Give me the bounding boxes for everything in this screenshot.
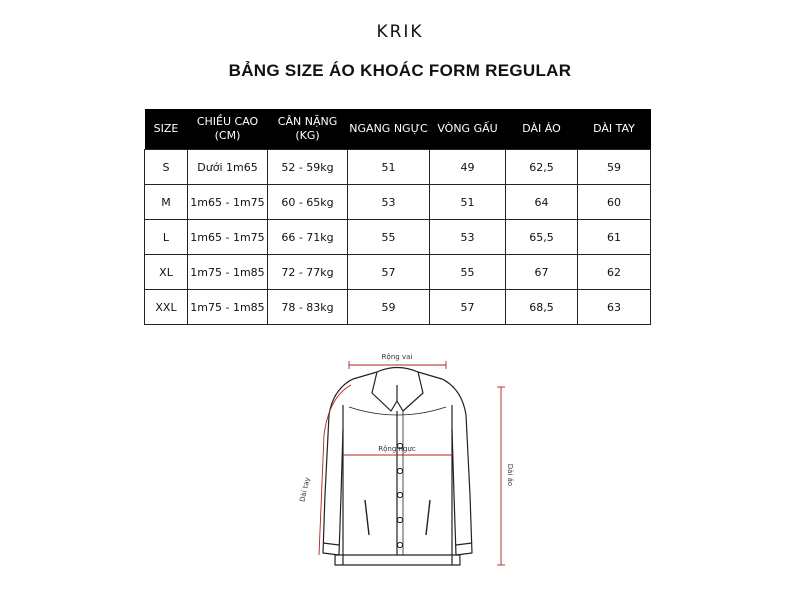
cell-length: 67	[506, 255, 578, 290]
shoulder-width-label: Rộng vai	[381, 353, 413, 361]
cell-weight: 60 - 65kg	[268, 185, 348, 220]
table-row	[145, 290, 651, 325]
chest-width-label: Rộng ngực	[378, 445, 416, 453]
size-table	[144, 109, 651, 325]
cell-height: 1m75 - 1m85	[188, 290, 268, 325]
cell-height: 1m65 - 1m75	[188, 185, 268, 220]
header-length: DÀI ÁO	[506, 109, 578, 150]
cell-size: XL	[145, 255, 188, 290]
header-sleeve: DÀI TAY	[578, 109, 651, 150]
cell-chest: 57	[348, 255, 430, 290]
table-row	[145, 220, 651, 255]
cell-weight: 66 - 71kg	[268, 220, 348, 255]
cell-size: XXL	[145, 290, 188, 325]
cell-size: S	[145, 150, 188, 185]
cell-hem: 53	[430, 220, 506, 255]
table-header-row	[145, 109, 651, 150]
cell-height: Dưới 1m65	[188, 150, 268, 185]
cell-hem: 57	[430, 290, 506, 325]
cell-weight: 72 - 77kg	[268, 255, 348, 290]
cell-sleeve: 59	[578, 150, 651, 185]
brand-logo: KRIK	[376, 22, 424, 42]
cell-sleeve: 60	[578, 185, 651, 220]
cell-length: 64	[506, 185, 578, 220]
header-size: SIZE	[145, 109, 188, 150]
header-height: CHIỀU CAO (CM)	[188, 109, 268, 150]
cell-height: 1m65 - 1m75	[188, 220, 268, 255]
jacket-measurement-diagram	[285, 345, 535, 595]
cell-height: 1m75 - 1m85	[188, 255, 268, 290]
cell-sleeve: 62	[578, 255, 651, 290]
cell-sleeve: 63	[578, 290, 651, 325]
cell-chest: 51	[348, 150, 430, 185]
cell-weight: 52 - 59kg	[268, 150, 348, 185]
cell-hem: 55	[430, 255, 506, 290]
cell-length: 68,5	[506, 290, 578, 325]
jacket-illustration	[323, 368, 472, 566]
cell-chest: 55	[348, 220, 430, 255]
cell-hem: 49	[430, 150, 506, 185]
header-chest-width: NGANG NGỰC	[348, 109, 430, 150]
header-weight: CÂN NẶNG (KG)	[268, 109, 348, 150]
cell-length: 62,5	[506, 150, 578, 185]
table-row	[145, 255, 651, 290]
sleeve-length-label: Dài tay	[298, 476, 312, 503]
cell-size: M	[145, 185, 188, 220]
page-title: BẢNG SIZE ÁO KHOÁC FORM REGULAR	[228, 61, 572, 80]
cell-size: L	[145, 220, 188, 255]
table-row	[145, 185, 651, 220]
cell-length: 65,5	[506, 220, 578, 255]
cell-sleeve: 61	[578, 220, 651, 255]
cell-hem: 51	[430, 185, 506, 220]
length-label: Dài áo	[506, 463, 514, 487]
cell-chest: 59	[348, 290, 430, 325]
cell-weight: 78 - 83kg	[268, 290, 348, 325]
cell-chest: 53	[348, 185, 430, 220]
table-row	[145, 150, 651, 185]
header-hem: VÒNG GẤU	[430, 109, 506, 150]
